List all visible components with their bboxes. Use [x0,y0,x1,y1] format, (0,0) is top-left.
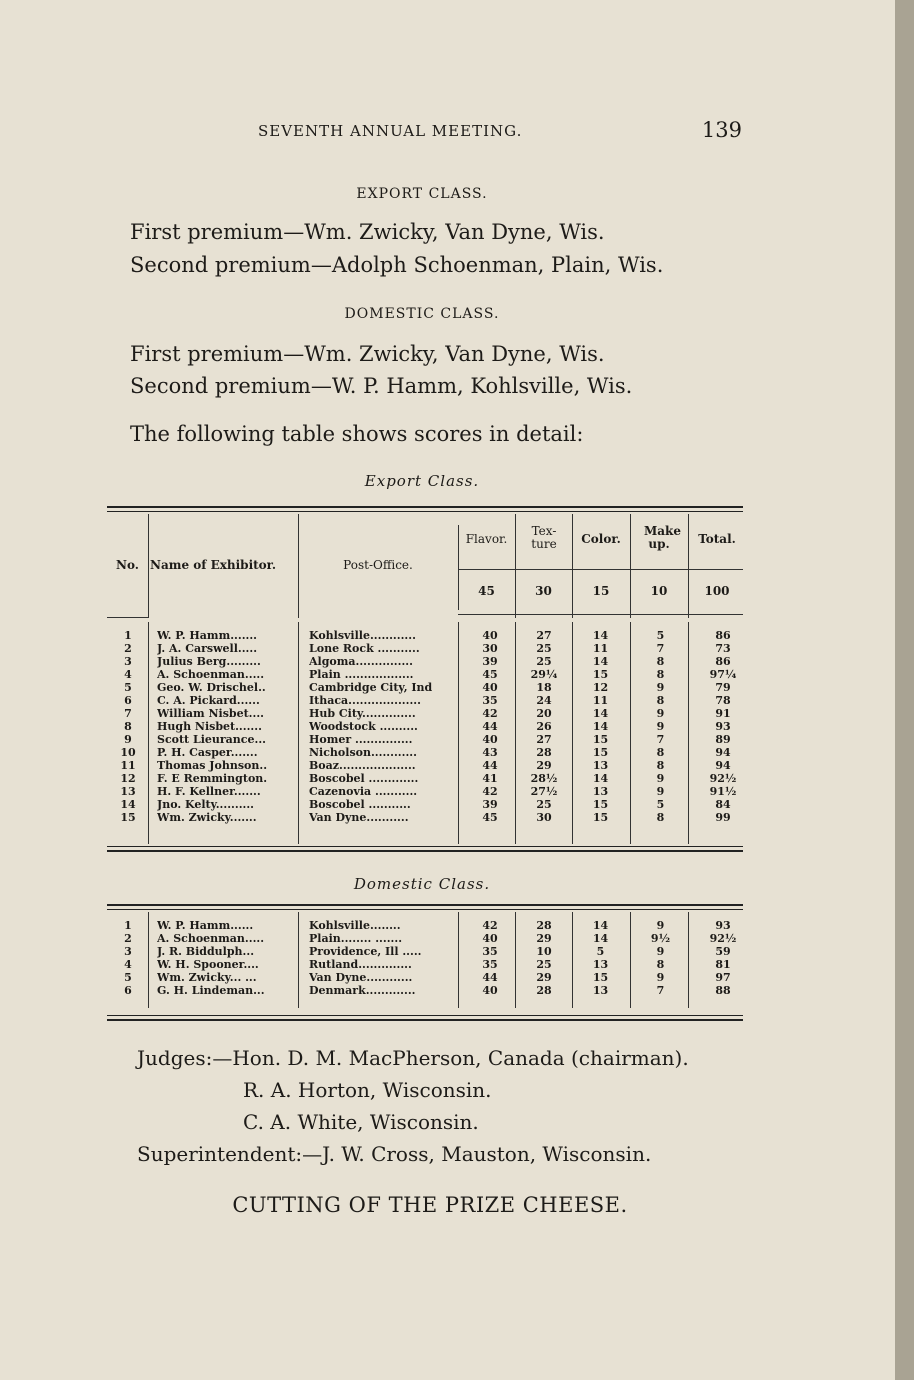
post-office: Denmark............. [309,984,416,997]
total-score: 93 [715,919,731,932]
color-score: 15 [592,971,609,984]
table-top-rule [107,506,743,508]
color-score: 11 [592,694,609,707]
book-edge [895,0,914,1380]
exhibitor-name: W. H. Spooner.... [157,958,259,971]
export-class-heading: EXPORT CLASS. [356,186,488,202]
row-number: 8 [124,720,132,733]
flavor-score: 40 [482,984,498,997]
makeup-score: 7 [656,984,665,997]
total-score: 86 [715,629,731,642]
exhibitor-name: Geo. W. Drischel.. [157,681,266,694]
exhibitor-name: C. A. Pickard...... [157,694,260,707]
color-score: 14 [592,919,609,932]
total-score: 92½ [709,772,737,785]
total-score: 84 [715,798,731,811]
exhibitor-name: Hugh Nisbet....... [157,720,262,733]
flavor-score: 44 [482,720,498,733]
post-office: Algoma............... [309,655,413,668]
total-score: 97 [715,971,731,984]
row-number: 4 [124,958,132,971]
total-score: 91½ [709,785,737,798]
post-office: Ithaca................... [309,694,421,707]
post-office: Plain .................. [309,668,414,681]
makeup-score: 9 [656,919,665,932]
total-score: 92½ [709,932,737,945]
makeup-score: 8 [656,746,665,759]
flavor-score: 44 [482,759,498,772]
table-row [107,707,743,720]
flavor-score: 43 [482,746,498,759]
table-top-rule-thin [107,511,743,512]
exhibitor-name: H. F. Kellner....... [157,785,261,798]
row-number: 2 [124,932,132,945]
row-number: 10 [120,746,136,759]
makeup-score: 9 [656,707,665,720]
table-row [107,733,743,746]
row-number: 6 [124,694,132,707]
row-number: 15 [120,811,136,824]
col-header-flavor: Flavor. [465,532,508,546]
page-number: 139 [701,118,742,142]
col-header-name: Name of Exhibitor. [150,558,277,572]
table-bottom-rule-thick [107,850,743,852]
total-score: 94 [715,746,731,759]
texture-score: 28½ [530,772,558,785]
color-score: 14 [592,629,609,642]
texture-score: 27½ [530,785,558,798]
makeup-score: 9 [656,945,665,958]
flavor-score: 40 [482,733,498,746]
table-row [107,958,743,971]
domestic-first-premium: First premium—Wm. Zwicky, Van Dyne, Wis. [130,342,605,366]
exhibitor-name: F. E Remmington. [157,772,268,785]
total-score: 91 [715,707,731,720]
row-number: 14 [120,798,136,811]
table-row [107,919,743,932]
exhibitor-name: P. H. Casper....... [157,746,258,759]
next-section-heading: CUTTING OF THE PRIZE CHEESE. [232,1193,628,1217]
post-office: Plain........ ....... [309,932,403,945]
max-flavor: 45 [478,584,495,598]
table-row [107,932,743,945]
post-office: Nicholson............ [309,746,417,759]
total-score: 73 [715,642,731,655]
exhibitor-name: W. P. Hamm...... [157,919,254,932]
makeup-score: 8 [656,811,665,824]
makeup-score: 5 [656,629,665,642]
flavor-score: 40 [482,932,498,945]
flavor-score: 41 [482,772,498,785]
color-score: 15 [592,746,609,759]
table-row [107,971,743,984]
running-head: SEVENTH ANNUAL MEETING. [258,122,523,140]
flavor-score: 39 [482,655,498,668]
flavor-score: 35 [482,694,498,707]
post-office: Boaz.................... [309,759,416,772]
makeup-score: 8 [656,655,665,668]
color-score: 15 [592,733,609,746]
domestic-table-caption: Domestic Class. [353,875,491,893]
makeup-score: 5 [656,798,665,811]
makeup-score: 8 [656,694,665,707]
post-office: Boscobel ........... [309,798,411,811]
exhibitor-name: Wm. Zwicky....... [157,811,257,824]
makeup-score: 9 [656,681,665,694]
total-score: 97¼ [709,668,737,681]
total-score: 86 [715,655,731,668]
texture-score: 28 [536,746,552,759]
exhibitor-name: Jno. Kelty.......... [157,798,255,811]
row-number: 4 [124,668,132,681]
row-number: 12 [120,772,136,785]
exhibitor-name: Scott Lieurance... [157,733,266,746]
texture-score: 29 [536,759,552,772]
makeup-score: 9 [656,971,665,984]
post-office: Kohlsville........ [309,919,401,932]
table-row [107,746,743,759]
post-office: Providence, Ill ..... [309,945,422,958]
table-row [107,642,743,655]
color-score: 5 [596,945,605,958]
domestic-second-premium: Second premium—W. P. Hamm, Kohlsville, Wis. [130,374,633,398]
flavor-score: 44 [482,971,498,984]
exhibitor-name: G. H. Lindeman... [157,984,265,997]
post-office: Lone Rock ........... [309,642,420,655]
total-score: 94 [715,759,731,772]
table-row [107,681,743,694]
post-office: Hub City.............. [309,707,416,720]
color-score: 13 [592,958,609,971]
post-office: Homer ............... [309,733,413,746]
color-score: 13 [592,785,609,798]
flavor-score: 45 [482,811,498,824]
col-header-color: Color. [581,532,621,546]
export-first-premium: First premium—Wm. Zwicky, Van Dyne, Wis. [130,220,605,244]
total-score: 81 [715,958,731,971]
table-row [107,668,743,681]
table-row [107,629,743,642]
makeup-score: 8 [656,958,665,971]
judges-line-1: Judges:—Hon. D. M. MacPherson, Canada (chairman). [137,1046,689,1070]
exhibitor-name: Julius Berg......... [157,655,261,668]
color-score: 14 [592,772,609,785]
row-number: 2 [124,642,132,655]
table-bottom-rule [107,846,743,847]
color-score: 13 [592,984,609,997]
col-header-makeup: Make up. [644,524,682,551]
col-header-no: No. [116,558,139,572]
color-score: 14 [592,707,609,720]
flavor-score: 39 [482,798,498,811]
row-number: 3 [124,945,132,958]
col-header-texture: Tex- ture [531,524,557,551]
post-office: Kohlsville............ [309,629,416,642]
post-office: Cazenovia ........... [309,785,418,798]
flavor-score: 35 [482,945,498,958]
makeup-score: 7 [656,642,665,655]
color-score: 11 [592,642,609,655]
texture-score: 29¼ [530,668,558,681]
color-score: 12 [592,681,609,694]
texture-score: 27 [536,629,552,642]
post-office: Woodstock .......... [309,720,418,733]
table-row [107,720,743,733]
texture-score: 27 [536,733,552,746]
texture-score: 18 [536,681,552,694]
row-number: 5 [124,681,132,694]
exhibitor-name: J. R. Biddulph... [157,945,255,958]
makeup-score: 9 [656,772,665,785]
texture-score: 30 [536,811,552,824]
texture-score: 24 [536,694,552,707]
flavor-score: 35 [482,958,498,971]
post-office: Cambridge City, Ind [309,681,433,694]
col-header-post-office: Post-Office. [343,558,413,572]
judges-line-3: C. A. White, Wisconsin. [243,1110,479,1134]
superintendent-line: Superintendent:—J. W. Cross, Mauston, Wisconsin. [137,1142,652,1166]
flavor-score: 42 [482,785,498,798]
makeup-score: 7 [656,733,665,746]
color-score: 15 [592,811,609,824]
table-row [107,798,743,811]
color-score: 14 [592,655,609,668]
exhibitor-name: A. Schoenman..... [157,668,265,681]
export-second-premium: Second premium—Adolph Schoenman, Plain, Wis. [130,253,664,277]
flavor-score: 40 [482,629,498,642]
judges-line-2: R. A. Horton, Wisconsin. [243,1078,492,1102]
flavor-score: 40 [482,681,498,694]
max-texture: 30 [535,584,552,598]
table-row [107,772,743,785]
row-number: 13 [120,785,136,798]
texture-score: 29 [536,971,552,984]
texture-score: 29 [536,932,552,945]
color-score: 13 [592,759,609,772]
row-number: 1 [124,919,132,932]
table-row [107,759,743,772]
max-total: 100 [704,584,730,598]
makeup-score: 9 [656,785,665,798]
post-office: Rutland.............. [309,958,412,971]
total-score: 99 [715,811,731,824]
texture-score: 28 [536,919,552,932]
exhibitor-name: W. P. Hamm....... [157,629,258,642]
texture-score: 10 [536,945,552,958]
color-score: 15 [592,798,609,811]
makeup-score: 9½ [650,932,671,945]
row-number: 11 [120,759,136,772]
post-office: Boscobel ............. [309,772,419,785]
table-row [107,785,743,798]
row-number: 6 [124,984,132,997]
total-score: 88 [715,984,731,997]
table-row [107,655,743,668]
row-number: 3 [124,655,132,668]
table-row [107,945,743,958]
table-row [107,984,743,997]
color-score: 15 [592,668,609,681]
max-color: 15 [592,584,610,598]
row-number: 1 [124,629,132,642]
exhibitor-name: Wm. Zwicky... ... [157,971,257,984]
intro-text: The following table shows scores in detail: [130,422,584,446]
color-score: 14 [592,720,609,733]
total-score: 93 [715,720,731,733]
row-number: 9 [124,733,132,746]
max-makeup: 10 [650,584,668,598]
flavor-score: 42 [482,707,498,720]
exhibitor-name: A. Schoenman..... [157,932,265,945]
makeup-score: 8 [656,668,665,681]
texture-score: 25 [536,958,552,971]
total-score: 79 [715,681,731,694]
makeup-score: 9 [656,720,665,733]
col-header-total: Total. [698,532,736,546]
makeup-score: 8 [656,759,665,772]
table-row [107,694,743,707]
total-score: 59 [715,945,731,958]
flavor-score: 42 [482,919,498,932]
domestic-class-heading: DOMESTIC CLASS. [344,306,500,322]
flavor-score: 45 [482,668,498,681]
row-number: 5 [124,971,132,984]
color-score: 14 [592,932,609,945]
texture-score: 25 [536,642,552,655]
total-score: 78 [715,694,731,707]
exhibitor-name: William Nisbet.... [157,707,264,720]
exhibitor-name: J. A. Carswell..... [157,642,258,655]
total-score: 89 [715,733,731,746]
post-office: Van Dyne........... [309,811,409,824]
texture-score: 25 [536,798,552,811]
texture-score: 26 [536,720,552,733]
page-header [130,118,742,148]
texture-score: 28 [536,984,552,997]
exhibitor-name: Thomas Johnson.. [157,759,268,772]
flavor-score: 30 [482,642,498,655]
texture-score: 25 [536,655,552,668]
texture-score: 20 [536,707,552,720]
table-row [107,811,743,824]
post-office: Van Dyne............ [309,971,413,984]
export-table-caption: Export Class. [364,472,480,490]
row-number: 7 [124,707,132,720]
